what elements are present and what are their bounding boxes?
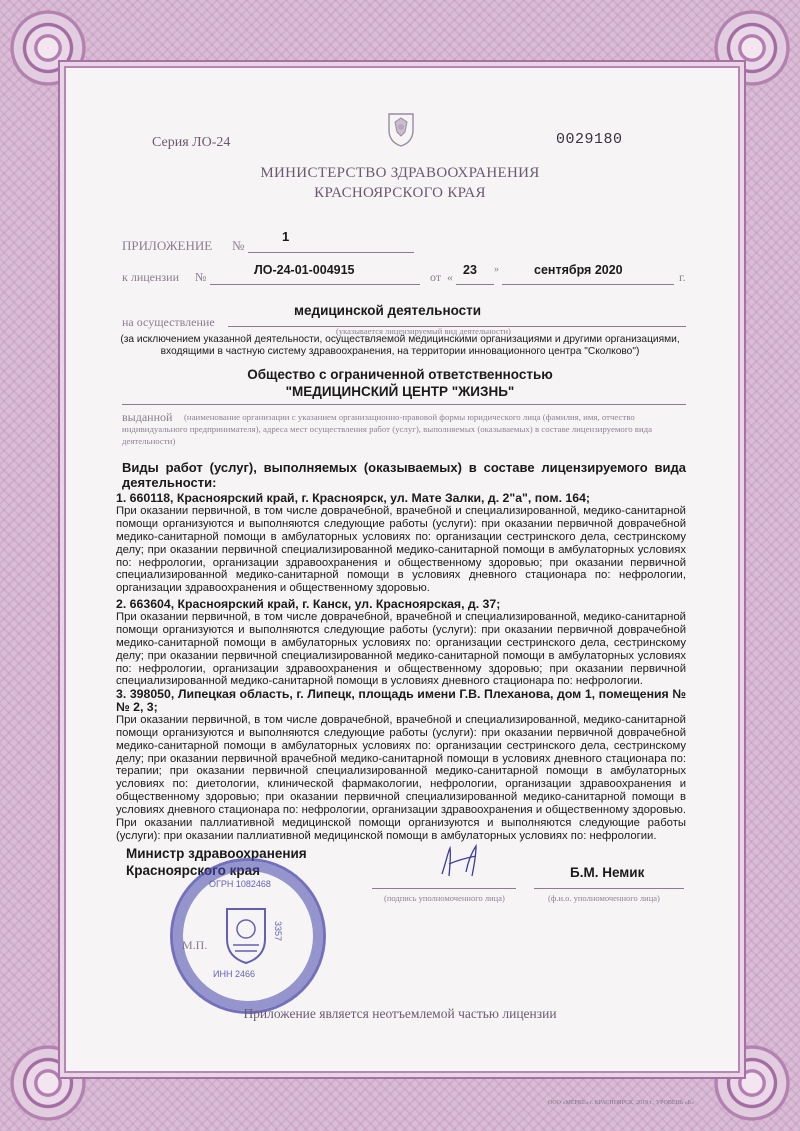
activity-note: (за исключением указанной деятельности, осуществляемой медицинскими организациями и другими организациями, входящими в частную систему здравоохранения, на территории инновационного центра "Сколково") (120, 334, 680, 357)
stamp-inn: ИНН 2466 (213, 969, 255, 979)
license-number: ЛО-24-01-004915 (254, 263, 355, 277)
signature-hint: (подпись уполномоченного лица) (384, 893, 505, 903)
form-number: 0029180 (556, 131, 623, 148)
footer-note: Приложение является неотъемлемой частью лицензии (243, 1006, 557, 1021)
stamp-emblem-icon (221, 901, 271, 967)
license-prefix: к лицензии (122, 270, 179, 284)
signer-position-line2: Красноярского края (126, 863, 261, 878)
license-day: 23 (463, 263, 477, 277)
signer-name: Б.М. Немик (570, 865, 645, 880)
organization-line (122, 404, 686, 405)
works-item-address: 2. 663604, Красноярский край, г. Канск, ул. Красноярская, д. 37; (116, 597, 501, 611)
series-label: Серия ЛО-24 (152, 135, 231, 150)
appendix-label: ПРИЛОЖЕНИЕ (122, 238, 213, 253)
works-item-text: При оказании первичной, в том числе доврачебной, врачебной и специализированной, медико-санитарной помощи организуются и выполняются следующие работы (услуги): при оказании первичной доврачебной медико-санитарной помощи в амбулаторных условиях по: организации сестринского дела, сестринскому делу; при оказании первичной специализированной медико-санитарной помощи в амбулаторных условиях по: нефрологии, организации здравоохранения и общественному здоровью; при оказании первичной специализированной медико-санитарной помощи в условиях дневного стационара по: нефрологии, организации здравоохранения и общественному здоровью. (116, 504, 686, 595)
activity-hint: (указывается лицензируемый вид деятельности) (336, 326, 511, 336)
works-item-1 (116, 492, 686, 595)
license-from: от (430, 270, 442, 284)
stamp-code: 3357 (273, 921, 283, 942)
ministry-title-line1: МИНИСТЕРСТВО ЗДРАВООХРАНЕНИЯ (260, 165, 540, 181)
stamp-ogrn: ОГРН 1082468 (209, 879, 271, 889)
organization-name-line2: "МЕДИЦИНСКИЙ ЦЕНТР "ЖИЗНЬ" (285, 384, 515, 399)
license-number-line (210, 284, 420, 285)
works-item-text: При оказании первичной, в том числе доврачебной, врачебной и специализированной, медико-санитарной помощи организуются и выполняются следующие работы (услуги): при оказании первичной доврачебной медико-санитарной помощи в амбулаторных условиях по: организации сестринского дела, сестринскому делу; при оказании первичной врачебной медико-санитарной помощи в условиях дневного стационара по: терапии; при оказании первичной специализированной медико-санитарной помощи в амбулаторных условиях по: диетологии, клинической фармакологии, нефрологии, организации здравоохранения и общественному здоровью; при оказании первичной специализированной медико-санитарной помощи в условиях дневного стационара по: нефрологии, организации здравоохранения и общественному здоровью. При оказании паллиативной медицинской помощи организуются и выполняются следующие работы (услуги): при оказании паллиативной медицинской помощи в амбулаторных условиях по: нефрологии. (116, 713, 686, 842)
works-item-address: 3. 398050, Липецкая область, г. Липецк, площадь имени Г.В. Плеханова, дом 1, помещения №№ 2, 3; (116, 687, 686, 714)
signer-position-line1: Министр здравоохранения (126, 846, 307, 861)
signer-name-hint: (ф.и.о. уполномоченного лица) (548, 893, 660, 903)
appendix-number-line (248, 252, 414, 253)
appendix-no-sign: № (232, 238, 245, 253)
works-item-3 (116, 688, 686, 843)
issued-hint: (наименование организации с указанием организационно-правовой формы юридического лица (фамилия, имя, отчество индивидуального предпринимателя), адреса мест осуществления работ (услуг), выполняемых (оказываемых) в составе лицензируемого вида деятельности) (122, 412, 653, 446)
license-year-suffix: г. (679, 270, 686, 284)
activity-label: на осуществление (122, 315, 215, 329)
works-item-text: При оказании первичной, в том числе доврачебной, врачебной и специализированной, медико-санитарной помощи организуются и выполняются следующие работы (услуги): при оказании первичной доврачебной медико-санитарной помощи в амбулаторных условиях по: организации сестринского дела, сестринскому делу; при оказании первичной специализированной медико-санитарной помощи в амбулаторных условиях по: нефрологии, организации здравоохранения и общественному здоровью; при оказании первичной специализированной медико-санитарной помощи в условиях дневного стационара по: нефрологии. (116, 610, 686, 688)
license-no-sign: № (195, 270, 207, 284)
license-open-quote: « (447, 270, 453, 284)
ministry-title-line2: КРАСНОЯРСКОГО КРАЯ (314, 185, 486, 201)
license-month-year: сентября 2020 (534, 263, 623, 277)
license-close-quote: » (494, 264, 499, 275)
printer-imprint: ООО «МЕРКЕ» г. КРАСНОЯРСК, 2019 г., УРОВЕНЬ «Б» (548, 1100, 695, 1106)
works-item-2 (116, 598, 686, 688)
license-month-line (502, 284, 674, 285)
works-item-address: 1. 660118, Красноярский край, г. Красноярск, ул. Мате Залки, д. 2"а", пом. 164; (116, 491, 591, 505)
activity-value: медицинской деятельности (294, 303, 482, 318)
appendix-number: 1 (282, 229, 290, 244)
issued-label: выданной (122, 410, 173, 424)
handwritten-signature (432, 842, 488, 882)
official-stamp (170, 858, 326, 1014)
organization-name-line1: Общество с ограниченной ответственностью (247, 367, 553, 382)
license-day-line (456, 284, 494, 285)
signer-name-line (534, 888, 684, 889)
coat-of-arms-icon (384, 110, 418, 148)
signature-line (372, 888, 516, 889)
works-heading: Виды работ (услуг), выполняемых (оказываемых) в составе лицензируемого вида деятельности: (122, 460, 686, 490)
seal-place-label: М.П. (182, 938, 208, 952)
